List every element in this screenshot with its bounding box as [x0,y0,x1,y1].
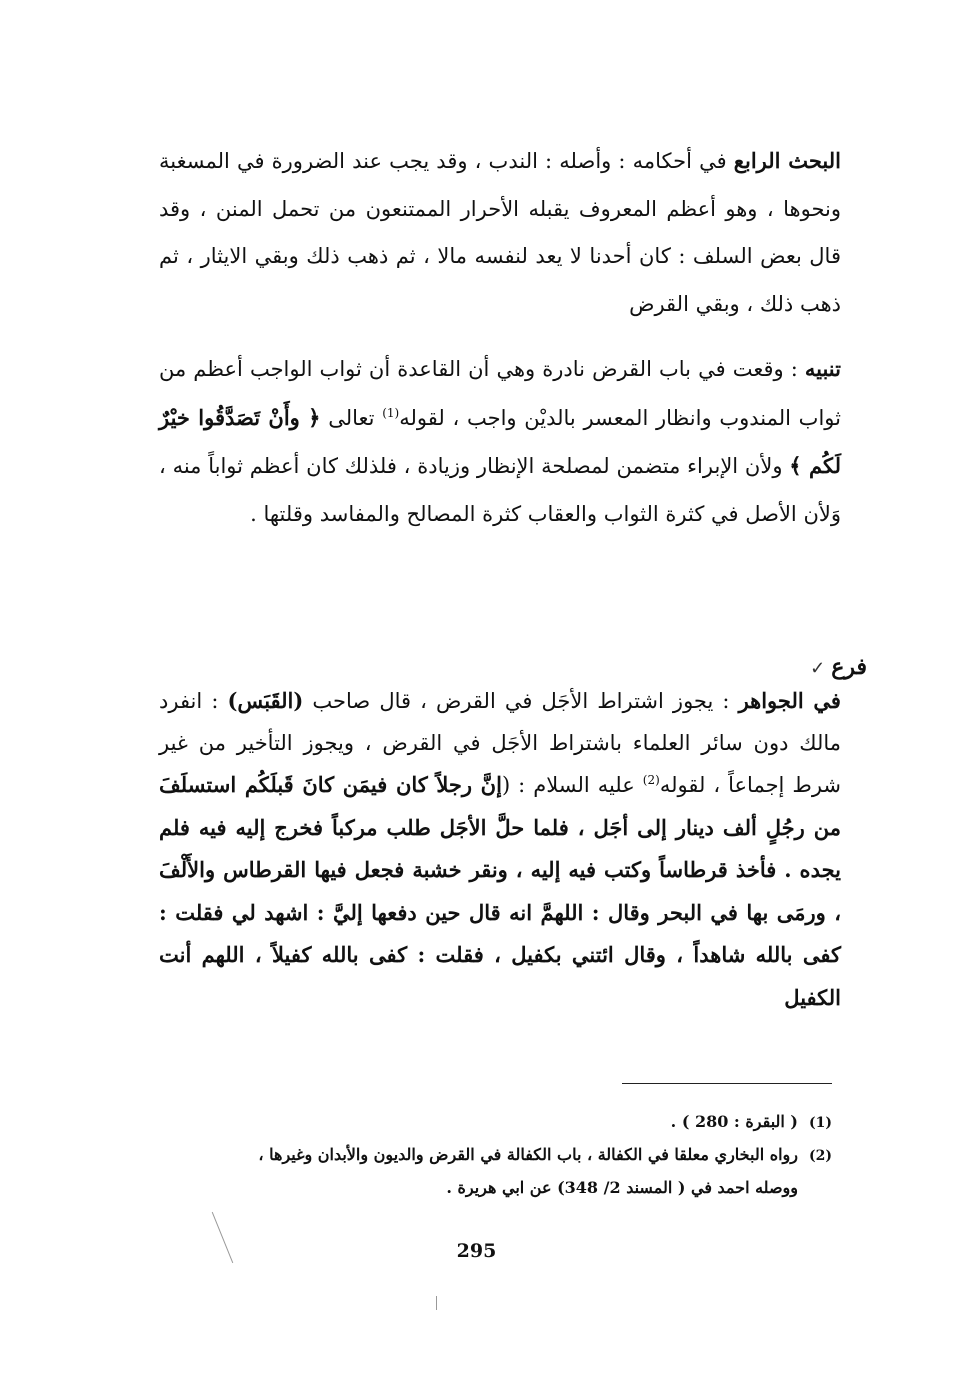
paragraph-2-text-b: تعالى [328,405,375,430]
footnote-text: رواه البخاري معلقا في الكفالة ، باب الكفالة في القرض والديون والأبدان وغيرها ، [258,1145,798,1164]
paragraph-2-text-c: ولأن الإبراء متضمن لمصلحة الإنظار وزيادة ، فلذلك كان أعظم ثواباً منه ، وَلأن الأصل في كثرة الثواب والعقاب كثرة المصالح والمفاسد وقلتها . [159,454,841,526]
far-heading-label: فرع [831,654,867,680]
paragraph-3-text-a: : يجوز اشتراط الأجَل في القرض ، قال صاحب [312,689,730,713]
paragraph-3-text-c: عليه السلام : ( [501,773,635,797]
scan-mark [436,1296,437,1310]
source-lead: في الجواهر [738,688,841,713]
footnote-2-continuation: ووصله احمد في ( المسند 2/ 348) عن ابي هريرة . [446,1178,798,1197]
note-lead: تنبيه [804,356,841,381]
paragraph-1 [159,137,841,328]
footnote-text: ( البقرة : 280 ) . [670,1112,798,1131]
paragraph-1-text: في أحكامه : وأصله : الندب ، وقد يجب عند الضرورة في المسغبة ونحوها ، وهو أعظم المعروف يقبله الأحرار الممتنعون من تحمل المنن ، وقد قال بعض السلف : كان أحدنا لا يعد لنفسه مالا ، ثم ذهب ذلك وبقي الايثار ، ثم ذهب ذلك ، وبقي القرض [159,149,841,316]
paragraph-3-text-b: : انفرد مالك دون سائر العلماء باشتراط الأجَل في القرض ، ويجوز التأخير من غير شرط إجماعاً ، لقوله [159,689,841,797]
paragraph-2-text-a: : وقعت في باب القرض نادرة وهي أن القاعدة أن ثواب الواجب أعظم من ثواب المندوب وانظار المعسر بالديْن واجب ، لقوله [159,357,841,430]
page-number: 295 [456,1240,497,1262]
footnote-number: (1) [809,1115,832,1131]
footnotes [142,1106,832,1203]
check-mark-icon: ✓ [810,658,826,679]
section-lead: البحث الرابع [733,148,841,173]
paragraph-2 [159,345,841,538]
footnote-ref-1[interactable]: (1) [382,405,400,420]
book-title: (القَبَس) [227,688,304,713]
quran-verse: ﴿ وأَنْ تَصَدَّقُوا خيْرٌ لَكُم ﴾ [159,404,841,478]
paragraph-3 [159,680,841,1019]
hadith-text: إنَّ رجلاً كان فيمَن كانَ قَبلَكُم استسلَفَ من رجُلٍ ألف دينار إلى أجَل ، فلما حلَّ الأجَل طلب مركباً فخرج إليه فيه فلم يجده . فأخذ قرطاساً وكتب فيه إليه ، ونقر خشبة فجعل فيها القرطاس والأَلْفَ ، ورمَى بها في البحر وقال : اللهمَّ انه قال حين دفعها إليَّ : اشهد لي فقلت : كفى بالله شاهداً ، وقال ائتني بكفيل ، فقلت : كفى بالله كفيلاً ، اللهم أنت الكفيل [159,772,841,1010]
footnote-1 [142,1106,832,1139]
footnote-divider [622,1083,832,1084]
footnote-number: (2) [809,1148,832,1164]
footnote-ref-2[interactable]: (2) [642,773,660,787]
footnote-2 [142,1139,832,1172]
